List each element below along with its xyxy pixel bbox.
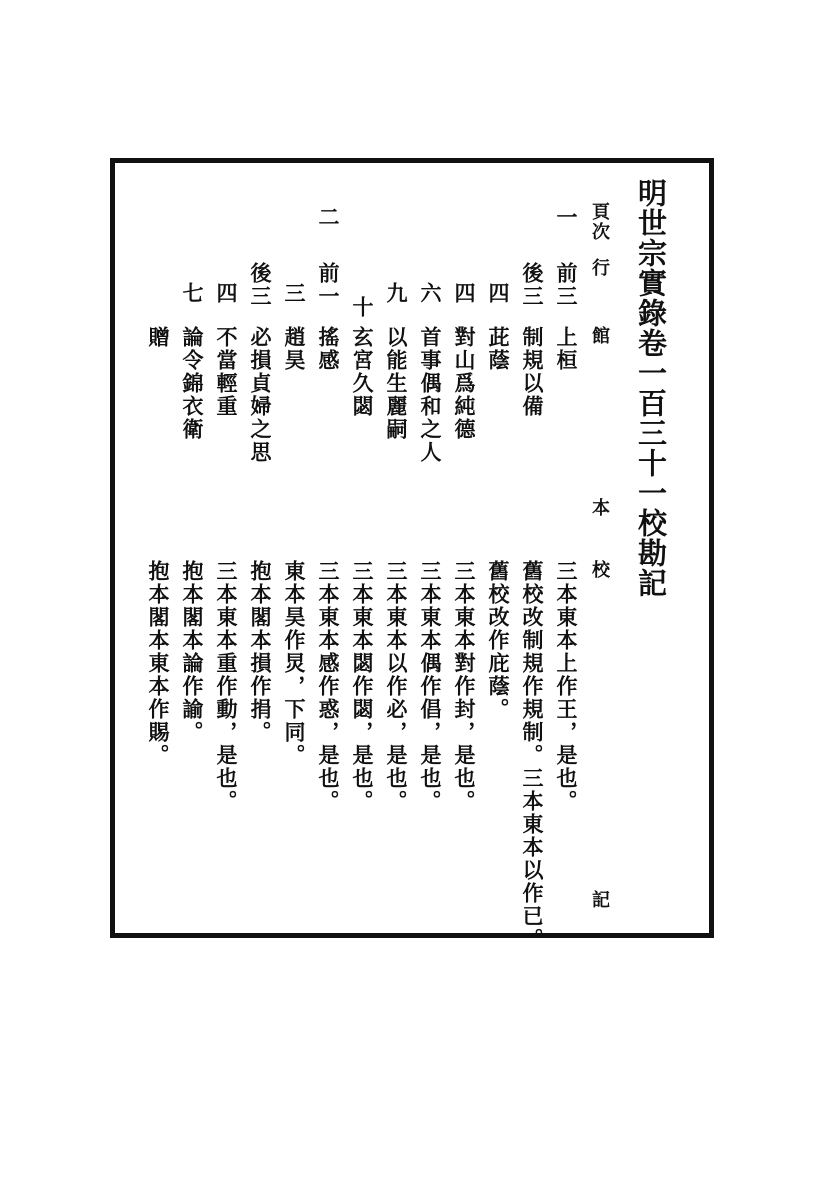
page-border-frame: [110, 158, 714, 938]
line-number: 後三: [248, 262, 273, 308]
entry-text: 必損貞婦之思: [248, 326, 273, 464]
line-number: 四: [452, 282, 477, 305]
header-guan-ben: 館: [589, 326, 610, 346]
collation-note: 舊校改制規作規制。三本東本以作已。: [520, 560, 545, 951]
collation-note: 三本東本重作動，是也。: [214, 560, 239, 813]
collation-note: 三本東本上作王，是也。: [554, 560, 579, 813]
header-ji: 記: [589, 890, 610, 910]
line-number: 前一: [316, 262, 341, 308]
header-ben: 本: [589, 498, 610, 518]
header-line-label: 行: [589, 258, 610, 278]
line-number: 四: [486, 282, 511, 305]
collation-note: 抱本閣本損作捐。: [248, 560, 273, 744]
header-page-line: 頁次: [589, 202, 610, 242]
entry-text: 茈蔭: [486, 326, 511, 372]
entry-text: 對山爲純德: [452, 326, 477, 441]
entry-text: 不當輕重: [214, 326, 239, 418]
collation-note: 抱本閣本東本作賜。: [146, 560, 171, 767]
line-number: 前三: [554, 262, 579, 308]
collation-note: 三本東本偶作倡，是也。: [418, 560, 443, 813]
entry-text: 以能生麗嗣: [384, 326, 409, 441]
line-number: 七: [180, 282, 205, 305]
entry-text: 搖感: [316, 326, 341, 372]
page-title: 明世宗實錄卷一百三十一校勘記: [634, 178, 668, 598]
header-jiao: 校: [589, 560, 610, 580]
entry-text: 玄宮久閟: [350, 326, 375, 418]
collation-note: 三本東本對作封，是也。: [452, 560, 477, 813]
collation-note: 抱本閣本論作諭。: [180, 560, 205, 744]
line-number: 十: [350, 296, 375, 319]
page-number: 二: [316, 206, 341, 229]
entry-text: 贈: [146, 326, 171, 349]
collation-note: 舊校改作庇蔭。: [486, 560, 511, 721]
collation-note: 三本東本感作惑，是也。: [316, 560, 341, 813]
entry-text: 首事偶和之人: [418, 326, 443, 464]
collation-note: 東本昊作炅，下同。: [282, 560, 307, 767]
entry-text: 制規以備: [520, 326, 545, 418]
entry-text: 趙昊: [282, 326, 307, 372]
line-number: 九: [384, 282, 409, 305]
entry-text: 上桓: [554, 326, 579, 372]
collation-note: 三本東本以作必，是也。: [384, 560, 409, 813]
line-number: 三: [282, 282, 307, 305]
line-number: 後三: [520, 262, 545, 308]
page-number: 一: [554, 206, 579, 229]
line-number: 六: [418, 282, 443, 305]
collation-note: 三本東本閟作閟，是也。: [350, 560, 375, 813]
line-number: 四: [214, 282, 239, 305]
entry-text: 論令錦衣衛: [180, 326, 205, 441]
